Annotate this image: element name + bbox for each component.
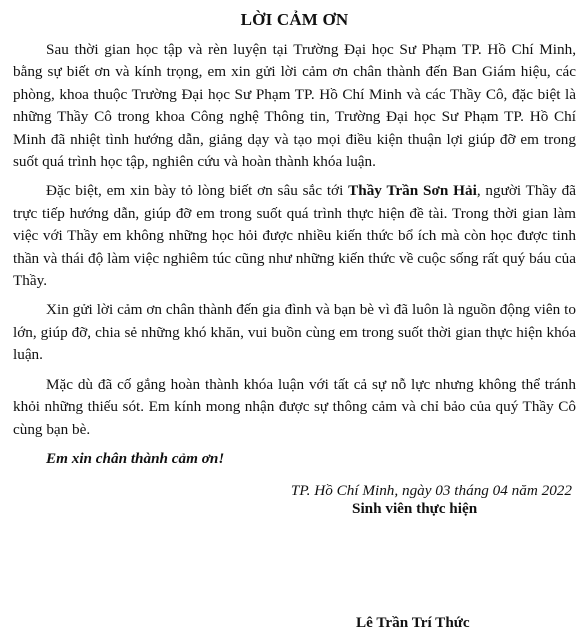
place-date: TP. Hồ Chí Minh, ngày 03 tháng 04 năm 2022 xyxy=(290,482,572,500)
signer-role: Sinh viên thực hiện xyxy=(352,500,478,517)
paragraph-3: Xin gửi lời cảm ơn chân thành đến gia đình và bạn bè vì đã luôn là nguồn động viên to lớn, giúp đỡ, chia sẻ những khó khăn, vui buồn cùng em trong suốt thời gian thực hiện khóa luận. xyxy=(13,301,576,364)
page-title: LỜI CẢM ƠN xyxy=(240,10,349,29)
paragraph-2-intro: Đặc biệt, em xin bày tỏ lòng biết ơn sâu sắc tới xyxy=(46,182,349,200)
paragraph-2-rest: , người Thầy đã trực tiếp hướng dẫn, giúp đỡ em trong suốt quá trình thực hiện đề tài. Trong thời gian làm việc với Thầy em không những học hỏi được nhiều kiến thức bổ ích mà còn học được tinh thần và thái độ làm việc nghiêm túc cũng như những kiến thức về cuộc sống rất quý báu của Thầy. xyxy=(13,182,577,290)
advisor-name: Thầy Trần Sơn Hải xyxy=(348,182,477,200)
paragraph-4: Mặc dù đã cố gắng hoàn thành khóa luận với tất cả sự nỗ lực nhưng không thể tránh khỏi những thiếu sót. Em kính mong nhận được sự thông cảm và chỉ bảo của quý Thầy Cô cùng bạn bè. xyxy=(13,375,576,438)
paragraph-1: Sau thời gian học tập và rèn luyện tại Trường Đại học Sư Phạm TP. Hồ Chí Minh, bằng sự biết ơn và kính trọng, em xin gửi lời cảm ơn chân thành đến Ban Giám hiệu, các phòng, khoa thuộc Trường Đại học Sư Phạm TP. Hồ Chí Minh và các Thầy Cô, đặc biệt là những Thầy Cô trong khoa Công nghệ Thông tin, Trường Đại học Sư Phạm TP. Hồ Chí Minh đã nhiệt tình hướng dẫn, giảng dạy và tạo mọi điều kiện thuận lợi giúp đỡ em trong suốt quá trình học tập, nghiên cứu và hoàn thành khóa luận. xyxy=(13,41,576,171)
paragraph-2 xyxy=(13,180,576,292)
signer-name: Lê Trần Trí Thức xyxy=(356,614,470,631)
closing-thanks: Em xin chân thành cảm ơn! xyxy=(46,449,225,467)
